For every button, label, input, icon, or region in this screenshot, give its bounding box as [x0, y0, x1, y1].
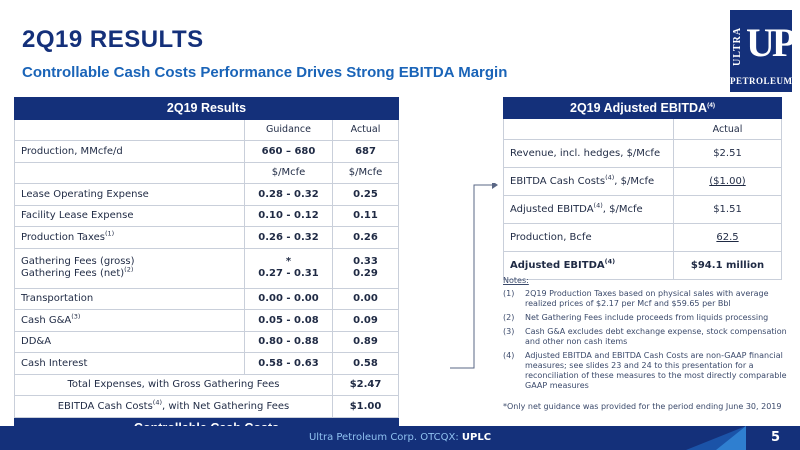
guidance-cell [245, 248, 333, 288]
table-row-ebitda-cash [15, 396, 399, 418]
unit-label: $/Mcfe [245, 162, 333, 184]
footnote-ref: (4) [707, 101, 716, 109]
table-row [15, 288, 399, 310]
ebitda-value: $94.1 million [674, 252, 782, 280]
row-label [15, 162, 245, 184]
row-label-suffix: , $/Mcfe [602, 204, 643, 215]
ebitda-cash-label-cell [15, 396, 333, 418]
note-text: Net Gathering Fees include proceeds from liquids processing [525, 313, 769, 322]
actual-value: 0.09 [333, 310, 399, 332]
footer-text [0, 432, 800, 443]
logo-text-up: UP [746, 20, 794, 65]
footer-ticker: UPLC [461, 432, 492, 443]
row-label: Adjusted EBITDA [510, 204, 594, 215]
row-label-cell [15, 310, 245, 332]
note-item [503, 313, 793, 323]
footer-company: Ultra Petroleum Corp. OTCQX: [308, 432, 462, 443]
footer-accent-shape [716, 426, 746, 450]
table-row [15, 141, 399, 163]
col-header-actual: Actual [674, 119, 782, 140]
guidance-value: 660 – 680 [245, 141, 333, 163]
actual-value: 0.58 [333, 353, 399, 375]
table-row [15, 353, 399, 375]
note-number: (2) [503, 313, 515, 322]
footnote-ref: (4) [593, 201, 603, 210]
table-row [15, 162, 399, 184]
row-label: EBITDA Cash Costs [510, 176, 606, 187]
row-label-cell [15, 248, 245, 288]
company-logo [730, 10, 792, 92]
table-row [504, 119, 782, 140]
page-subtitle: Controllable Cash Costs Performance Drives Strong EBITDA Margin [22, 64, 508, 81]
col-header-guidance: Guidance [245, 119, 333, 141]
actual-value: 0.00 [333, 288, 399, 310]
guidance-value: 0.05 - 0.08 [245, 310, 333, 332]
row-label-cell [504, 168, 674, 196]
ebitda-cash-label: EBITDA Cash Costs [57, 400, 153, 412]
row-label: Adjusted EBITDA [510, 260, 605, 271]
row-label: Transportation [15, 288, 245, 310]
note-item [503, 327, 793, 347]
note-number: (1) [503, 289, 515, 298]
table-row [15, 310, 399, 332]
row-label: Lease Operating Expense [15, 184, 245, 206]
row-label: Gathering Fees (net) [21, 268, 125, 279]
guidance-value: * [285, 256, 292, 267]
page-title: 2Q19 RESULTS [22, 26, 204, 53]
results-table-header [15, 98, 399, 120]
note-text: 2Q19 Production Taxes based on physical sales with average realized prices of $2.17 per Mcf and $59.65 per Bbl [525, 289, 769, 308]
table-row [504, 196, 782, 224]
note-item [503, 351, 793, 391]
guidance-value: 0.58 - 0.63 [245, 353, 333, 375]
footnote-ref: (3) [71, 312, 81, 321]
note-text: Adjusted EBITDA and EBITDA Cash Costs are non-GAAP financial measures; see slides 23 and 24 to this presentation for a reconciliation of these measures to the most directly comparable GAAP measures [525, 351, 787, 390]
footnote-ref: (4) [605, 173, 615, 182]
notes-section [503, 276, 793, 395]
footnote-ref: (4) [152, 398, 163, 407]
connector-arrow-icon [450, 183, 498, 373]
col-header-actual: Actual [333, 119, 399, 141]
actual-cell [333, 248, 399, 288]
ebitda-cash-value: $1.00 [333, 396, 399, 418]
table-row [15, 119, 399, 141]
guidance-value: 0.27 - 0.31 [258, 268, 319, 279]
actual-value: 687 [333, 141, 399, 163]
table-row [15, 184, 399, 206]
row-label: Production, MMcfe/d [15, 141, 245, 163]
actual-value: 0.33 [353, 256, 378, 267]
page-number: 5 [770, 430, 780, 445]
actual-value: 0.25 [333, 184, 399, 206]
total-gross-label: Total Expenses, with Gross Gathering Fees [15, 374, 333, 396]
guidance-footnote: *Only net guidance was provided for the period ending June 30, 2019 [503, 402, 782, 411]
row-label: Production Taxes [21, 231, 105, 243]
actual-value: 0.29 [353, 268, 378, 279]
results-table [14, 97, 399, 450]
ebitda-value: 62.5 [716, 232, 739, 243]
logo-text-ultra: ULTRA [732, 26, 743, 66]
row-label-suffix: , $/Mcfe [614, 176, 655, 187]
adjusted-ebitda-header [504, 98, 782, 119]
row-label: Gathering Fees (gross) [21, 256, 135, 267]
row-label: Cash Interest [15, 353, 245, 375]
actual-value: 0.26 [333, 227, 399, 249]
adjusted-ebitda-title: 2Q19 Adjusted EBITDA [570, 101, 708, 115]
footnote-ref: (1) [104, 229, 115, 238]
footer-bar [0, 426, 800, 450]
row-label-cell [15, 227, 245, 249]
note-text: Cash G&A excludes debt exchange expense, stock compensation and other non cash items [525, 327, 787, 346]
table-row [504, 168, 782, 196]
unit-label: $/Mcfe [333, 162, 399, 184]
row-label: Revenue, incl. hedges, $/Mcfe [504, 140, 674, 168]
table-row [15, 227, 399, 249]
row-label: DD&A [15, 331, 245, 353]
ebitda-value: $1.51 [674, 196, 782, 224]
note-item [503, 289, 793, 309]
footnote-ref: (2) [124, 265, 134, 274]
table-row [504, 140, 782, 168]
table-row [15, 331, 399, 353]
notes-title: Notes: [503, 276, 529, 285]
table-row [504, 224, 782, 252]
guidance-value: 0.10 - 0.12 [245, 205, 333, 227]
ebitda-value: $2.51 [674, 140, 782, 168]
row-label-cell [504, 196, 674, 224]
adjusted-ebitda-title-cell [504, 98, 782, 119]
guidance-value: 0.00 - 0.00 [245, 288, 333, 310]
total-gross-value: $2.47 [333, 374, 399, 396]
note-number: (4) [503, 351, 515, 360]
logo-text-petroleum: PETROLEUM [730, 76, 793, 86]
adjusted-ebitda-table [503, 97, 782, 280]
actual-value: 0.89 [333, 331, 399, 353]
ebitda-value-cell [674, 224, 782, 252]
table-row [15, 248, 399, 288]
ebitda-cash-label-suffix: , with Net Gathering Fees [162, 400, 290, 412]
note-number: (3) [503, 327, 515, 336]
ebitda-value: ($1.00) [709, 176, 746, 187]
table-row [15, 205, 399, 227]
row-label: Production, Bcfe [504, 224, 674, 252]
row-label: Cash G&A [21, 314, 72, 326]
ebitda-value-cell [674, 168, 782, 196]
footnote-ref: (4) [604, 257, 616, 266]
table-row-total-gross [15, 374, 399, 396]
results-table-title: 2Q19 Results [15, 98, 399, 120]
guidance-value: 0.28 - 0.32 [245, 184, 333, 206]
row-label: Facility Lease Expense [15, 205, 245, 227]
guidance-value: 0.26 - 0.32 [245, 227, 333, 249]
guidance-value: 0.80 - 0.88 [245, 331, 333, 353]
actual-value: 0.11 [333, 205, 399, 227]
